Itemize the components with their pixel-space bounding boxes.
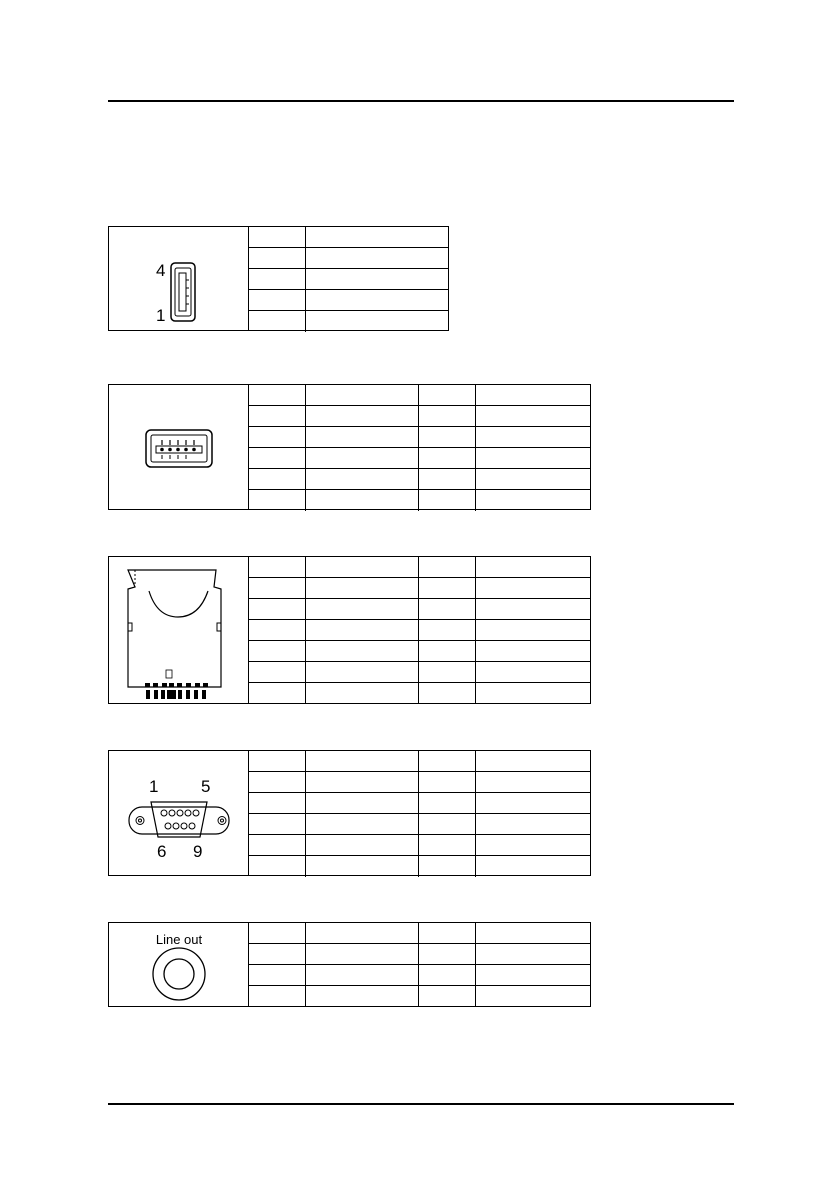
serial-connector-table — [108, 750, 591, 876]
table-cell — [419, 683, 476, 704]
table-cell — [249, 427, 306, 448]
table-cell — [249, 448, 306, 469]
table-cell — [419, 448, 476, 469]
table-cell — [476, 406, 590, 427]
audio-diagram — [109, 923, 249, 1006]
table-cell — [419, 751, 476, 772]
table-cell — [249, 641, 306, 662]
table-cell — [476, 793, 590, 814]
table-cell — [306, 406, 419, 427]
pin-table — [249, 227, 448, 330]
table-cell — [476, 856, 590, 877]
table-cell — [476, 772, 590, 793]
table-cell — [306, 269, 448, 290]
table-cell — [419, 385, 476, 406]
table-cell — [249, 835, 306, 856]
table-cell — [249, 793, 306, 814]
table-cell — [249, 311, 306, 332]
table-cell — [476, 641, 590, 662]
table-cell — [419, 814, 476, 835]
table-cell — [249, 557, 306, 578]
table-cell — [249, 385, 306, 406]
table-cell — [306, 290, 448, 311]
table-cell — [249, 290, 306, 311]
serial-diagram — [109, 751, 249, 875]
table-cell — [306, 856, 419, 877]
pin-label-5: 5 — [201, 777, 211, 796]
table-cell — [306, 248, 448, 269]
table-cell — [249, 490, 306, 511]
table-cell — [419, 557, 476, 578]
table-cell — [249, 814, 306, 835]
table-cell — [306, 620, 419, 641]
table-cell — [306, 578, 419, 599]
table-cell — [249, 923, 306, 944]
table-cell — [476, 578, 590, 599]
table-cell — [419, 578, 476, 599]
table-cell — [306, 385, 419, 406]
table-cell — [419, 944, 476, 965]
table-cell — [476, 923, 590, 944]
table-cell — [419, 923, 476, 944]
table-cell — [419, 856, 476, 877]
pin-label-9: 9 — [193, 842, 203, 861]
table-cell — [249, 944, 306, 965]
pin-label-top: 4 — [156, 261, 166, 280]
usb-vertical-diagram — [109, 227, 249, 330]
usb-vertical-port-icon — [109, 227, 249, 331]
table-cell — [476, 965, 590, 986]
table-cell — [306, 814, 419, 835]
table-cell — [249, 662, 306, 683]
usb-vertical-connector-table — [108, 226, 449, 331]
table-cell — [419, 427, 476, 448]
table-cell — [249, 965, 306, 986]
usb3-port-icon — [109, 385, 249, 510]
db9-port-icon — [109, 751, 249, 876]
pin-label-1: 1 — [149, 777, 159, 796]
table-cell — [306, 490, 419, 511]
table-cell — [476, 944, 590, 965]
table-cell — [249, 986, 306, 1007]
table-cell — [306, 986, 419, 1007]
pin-table — [249, 385, 590, 509]
table-cell — [306, 662, 419, 683]
table-cell — [306, 599, 419, 620]
table-cell — [476, 683, 590, 704]
table-cell — [306, 793, 419, 814]
table-cell — [249, 599, 306, 620]
table-cell — [419, 641, 476, 662]
sd-card-connector-table — [108, 556, 591, 704]
table-cell — [306, 311, 448, 332]
table-cell — [476, 662, 590, 683]
table-cell — [306, 427, 419, 448]
audio-connector-table — [108, 922, 591, 1007]
table-cell — [306, 923, 419, 944]
table-cell — [249, 269, 306, 290]
table-cell — [306, 751, 419, 772]
table-cell — [249, 406, 306, 427]
table-cell — [476, 620, 590, 641]
table-cell — [419, 835, 476, 856]
table-cell — [419, 406, 476, 427]
table-cell — [306, 965, 419, 986]
table-cell — [476, 557, 590, 578]
table-cell — [306, 557, 419, 578]
table-cell — [419, 490, 476, 511]
header-rule — [108, 100, 734, 102]
table-cell — [419, 772, 476, 793]
audio-jack-icon — [109, 923, 249, 1007]
table-cell — [476, 469, 590, 490]
line-out-label: Line out — [155, 932, 203, 947]
table-cell — [249, 772, 306, 793]
usb3-connector-table — [108, 384, 591, 510]
table-cell — [419, 599, 476, 620]
footer-rule — [108, 1103, 734, 1105]
table-cell — [476, 427, 590, 448]
table-cell — [306, 469, 419, 490]
sd-card-slot-icon — [109, 557, 249, 704]
table-cell — [249, 227, 306, 248]
table-cell — [476, 814, 590, 835]
table-cell — [476, 986, 590, 1007]
table-cell — [306, 835, 419, 856]
table-cell — [306, 944, 419, 965]
table-cell — [306, 448, 419, 469]
usb3-diagram — [109, 385, 249, 509]
pin-label-bottom: 1 — [156, 306, 166, 325]
table-cell — [249, 620, 306, 641]
table-cell — [419, 965, 476, 986]
table-cell — [419, 662, 476, 683]
table-cell — [306, 641, 419, 662]
table-cell — [476, 835, 590, 856]
table-cell — [419, 469, 476, 490]
pin-table — [249, 751, 590, 875]
table-cell — [476, 751, 590, 772]
table-cell — [476, 599, 590, 620]
table-cell — [306, 772, 419, 793]
table-cell — [419, 986, 476, 1007]
table-cell — [419, 793, 476, 814]
table-cell — [249, 683, 306, 704]
sd-card-diagram — [109, 557, 249, 703]
table-cell — [306, 227, 448, 248]
table-cell — [249, 248, 306, 269]
pin-label-6: 6 — [157, 842, 167, 861]
pin-table — [249, 557, 590, 703]
table-cell — [476, 490, 590, 511]
table-cell — [249, 856, 306, 877]
table-cell — [476, 448, 590, 469]
table-cell — [249, 578, 306, 599]
pin-table — [249, 923, 590, 1006]
table-cell — [306, 683, 419, 704]
table-cell — [249, 751, 306, 772]
table-cell — [419, 620, 476, 641]
table-cell — [476, 385, 590, 406]
table-cell — [249, 469, 306, 490]
